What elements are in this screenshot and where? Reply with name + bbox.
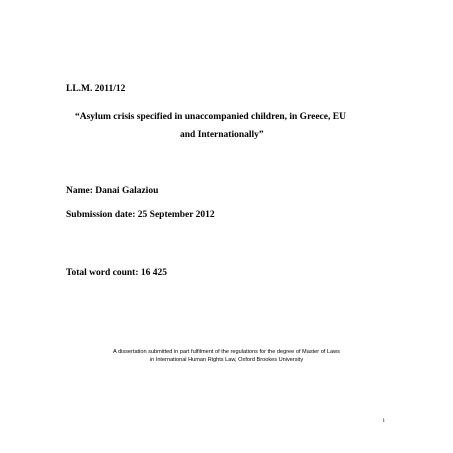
dissertation-statement-line-1: A dissertation submitted in part fulfilment of the regulations for the degree of Master of Laws — [113, 349, 340, 355]
dissertation-statement — [30, 348, 423, 364]
program-year: LL.M. 2011/12 — [66, 84, 126, 94]
word-count: Total word count: 16 425 — [66, 268, 167, 278]
submission-date: Submission date: 25 September 2012 — [66, 210, 215, 220]
dissertation-title-line-1: “Asylum crisis specified in unaccompanied children, in Greece, EU — [75, 112, 346, 122]
dissertation-statement-line-2: in International Human Rights Law, Oxford Brookes University — [149, 357, 304, 363]
author-name: Name: Danai Galaziou — [66, 186, 159, 196]
page-number: i — [383, 418, 385, 424]
dissertation-title-line-2: and Internationally” — [180, 130, 264, 140]
